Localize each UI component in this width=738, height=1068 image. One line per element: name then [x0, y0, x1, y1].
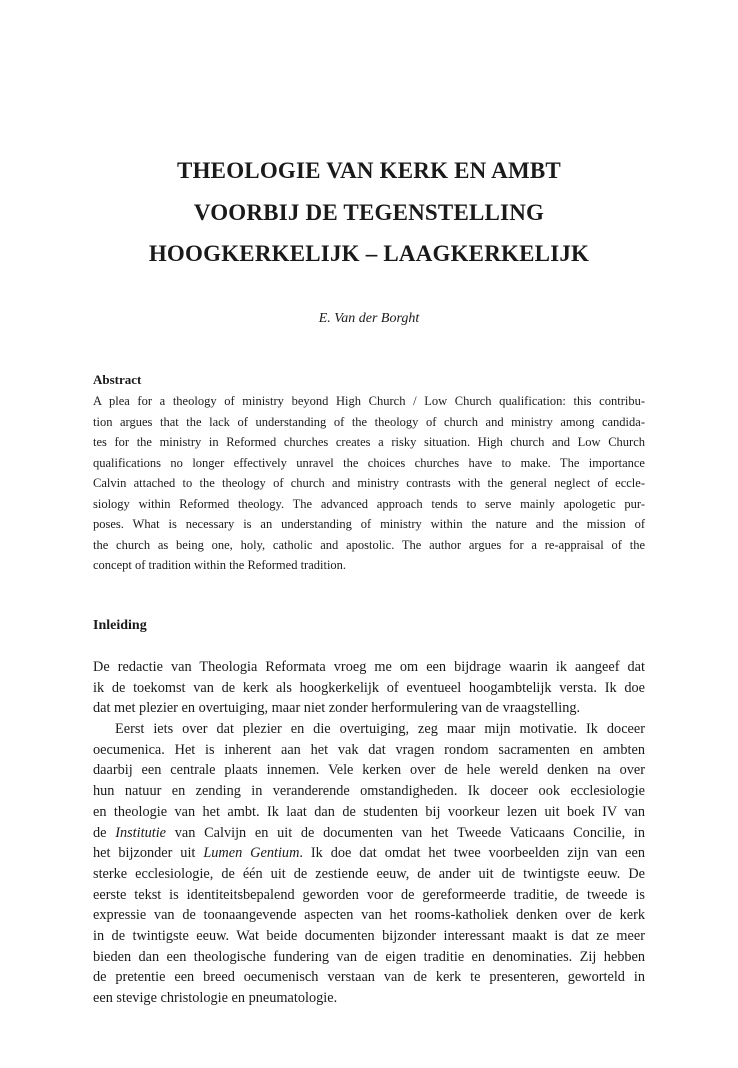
abstract-line: tes for the ministry in Reformed churches creates a risky situation. High church and Low Church — [93, 435, 645, 449]
abstract-line: Calvin attached to the theology of church and ministry contrasts with the general neglect of eccle- — [93, 476, 645, 490]
abstract-line: siology within Reformed theology. The advanced approach tends to serve mainly apologetic pur- — [93, 496, 645, 511]
body-line — [93, 823, 645, 844]
body-line: sterke ecclesiologie, de één uit de zestiende eeuw, de ander uit de twintigste eeuw. De — [93, 865, 645, 882]
abstract-line: the church as being one, holy, catholic and apostolic. The author argues for a re-appraisal of the — [93, 537, 645, 552]
author: E. Van der Borght — [318, 311, 420, 326]
body-line: dat met plezier en overtuiging, maar niet zonder herformulering van de vraagstelling. — [93, 700, 581, 717]
body-text-segment: van Calvijn en uit de documenten van het Tweede Vaticaans Concilie, in — [166, 824, 645, 841]
body-line: eerste tekst is identiteitsbepalend geworden voor de gereformeerde traditie, de tweede is — [93, 886, 645, 903]
title-line-1: THEOLOGIE VAN KERK EN AMBT — [177, 158, 561, 183]
italic-title: Institutie — [115, 824, 167, 841]
body-line: hun natuur en zending in veranderende omstandigheden. Ik doceer ook ecclesiologie — [93, 783, 645, 800]
body-line: de pretentie een breed oecumenisch verstaan van de kerk te presenteren, geworteld in — [93, 969, 645, 986]
body-text-segment: . Ik doe dat omdat het twee voorbeelden zijn van een — [299, 845, 645, 862]
abstract-line: tion argues that the lack of understanding of the theology of church and ministry among candida- — [93, 414, 645, 429]
body-line — [93, 843, 645, 864]
body-text — [93, 657, 645, 1009]
section-heading: Inleiding — [93, 618, 147, 633]
abstract-line: A plea for a theology of ministry beyond High Church / Low Church qualification: this contribu- — [93, 394, 645, 408]
abstract-line: poses. What is necessary is an understanding of ministry within the nature and the mission of — [93, 517, 645, 531]
body-line: in de twintigste eeuw. Wat beide documenten bijzonder interessant maakt is dat ze meer — [93, 927, 645, 944]
body-line: De redactie van Theologia Reformata vroeg me om een bijdrage waarin ik aangeef dat — [93, 659, 645, 675]
body-line: een stevige christologie en pneumatologie. — [93, 990, 338, 1006]
body-line: expressie van de toonaangevende aspecten van het rooms-katholiek denken over de kerk — [93, 907, 645, 924]
body-line: daarbij een centrale plaats innemen. Vele kerken over de hele wereld denken na over — [93, 762, 645, 779]
italic-title: Lumen Gentium — [203, 845, 300, 862]
title-line-2: VOORBIJ DE TEGENSTELLING — [193, 200, 545, 225]
title-line-3: HOOGKERKELIJK – LAAGKERKELIJK — [148, 241, 590, 266]
body-line: en theologie van het ambt. Ik laat dan de studenten bij voorkeur lezen uit boek IV van — [93, 803, 645, 820]
body-line: ik de toekomst van de kerk als hoogkerkelijk of eventueel hoogambtelijk versta. Ik doe — [93, 679, 645, 696]
abstract-heading: Abstract — [93, 372, 142, 387]
abstract-line: qualifications no longer effectively unravel the choices churches have to make. The importance — [93, 455, 645, 470]
body-line: oecumenica. Het is inherent aan het vak dat vragen rondom sacramenten en ambten — [93, 741, 645, 758]
body-text-segment: de — [93, 824, 116, 841]
body-line: Eerst iets over dat plezier en die overtuiging, zeg maar mijn motivatie. Ik doceer — [115, 721, 645, 738]
abstract-body — [93, 391, 645, 576]
abstract-line: concept of tradition within the Reformed tradition. — [93, 558, 347, 572]
body-text-segment: het bijzonder uit — [93, 845, 204, 862]
body-line: bieden dan een theologische fundering van de eigen traditie en denominaties. Zij hebben — [93, 948, 645, 965]
